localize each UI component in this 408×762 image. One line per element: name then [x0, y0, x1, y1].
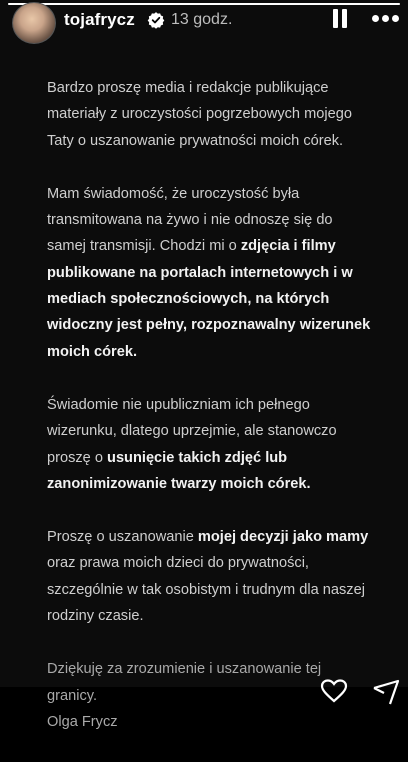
text: materiały z uroczystości pogrzebowych mojego: [47, 106, 352, 123]
text: rodziny czasie.: [47, 608, 144, 625]
verified-badge-icon: [147, 11, 165, 29]
text: szczególnie w tak osobistym i trudnym dla naszej: [47, 581, 365, 598]
closing-signature: [47, 656, 407, 735]
text-line: [47, 603, 407, 629]
bold-text: zdjęcia i filmy: [240, 238, 336, 255]
bold-text: mediach społecznościowych, na których: [47, 291, 330, 308]
text-line: [47, 233, 407, 259]
text: Mam świadomość, że uroczystość była: [47, 185, 300, 202]
text-line: [47, 418, 407, 444]
username[interactable]: tojafrycz: [64, 10, 135, 29]
text-line: [47, 75, 407, 101]
story-timestamp: 13 godz.: [171, 11, 233, 28]
paragraph: [47, 392, 407, 497]
text-line: [47, 181, 407, 207]
text: Proszę o uszanowanie: [47, 529, 198, 546]
share-icon[interactable]: [372, 680, 400, 700]
text-line: Dziękuję za zrozumienie i uszanowanie tej: [47, 661, 322, 678]
text: Świadomie nie upubliczniam ich pełnego: [47, 396, 310, 413]
heart-icon[interactable]: [320, 679, 348, 699]
text: oraz prawa moich dzieci do prywatności,: [47, 555, 309, 572]
text: Bardzo proszę media i redakcje publikujące: [47, 80, 329, 96]
text-line: [47, 339, 407, 365]
avatar[interactable]: [12, 2, 56, 44]
paragraph: [47, 524, 407, 629]
more-options-icon[interactable]: [372, 15, 402, 23]
bold-text: publikowane na portalach internetowych i w: [47, 264, 353, 281]
text: wizerunku, dlatego uprzejmie, ale stanowczo: [47, 423, 337, 440]
signature: Olga Frycz: [47, 713, 118, 730]
story-text: [47, 75, 407, 762]
text: samej transmisji. Chodzi mi o: [47, 238, 241, 255]
paragraph: [47, 181, 407, 365]
pause-icon[interactable]: [331, 9, 349, 29]
text-line: granicy.: [47, 687, 98, 704]
bold-text: usunięcie takich zdjęć lub: [107, 449, 288, 466]
text-line: [47, 550, 407, 576]
text-line: [47, 392, 407, 418]
bold-text: moich córek.: [47, 343, 138, 360]
text: proszę o: [47, 449, 108, 466]
text-line: [47, 524, 407, 550]
text-line: [47, 577, 407, 603]
text-line: [47, 445, 407, 471]
text-line: [47, 207, 407, 233]
bold-text: mojej decyzji jako mamy: [197, 529, 369, 546]
story-header: [0, 0, 408, 44]
text-line: [47, 312, 407, 338]
text: Taty o uszanowanie prywatności moich córek.: [47, 132, 344, 149]
text-line: [47, 260, 407, 286]
text: transmitowana na żywo i nie odnoszę się do: [47, 212, 333, 229]
text-line: [47, 101, 407, 127]
text-line: [47, 286, 407, 312]
bold-text: zanonimizowanie twarzy moich córek.: [47, 475, 311, 492]
paragraph: [47, 75, 407, 154]
bold-text: widoczny jest pełny, rozpoznawalny wizerunek: [47, 317, 371, 334]
text-line: [47, 128, 407, 154]
text-line: [47, 471, 407, 497]
